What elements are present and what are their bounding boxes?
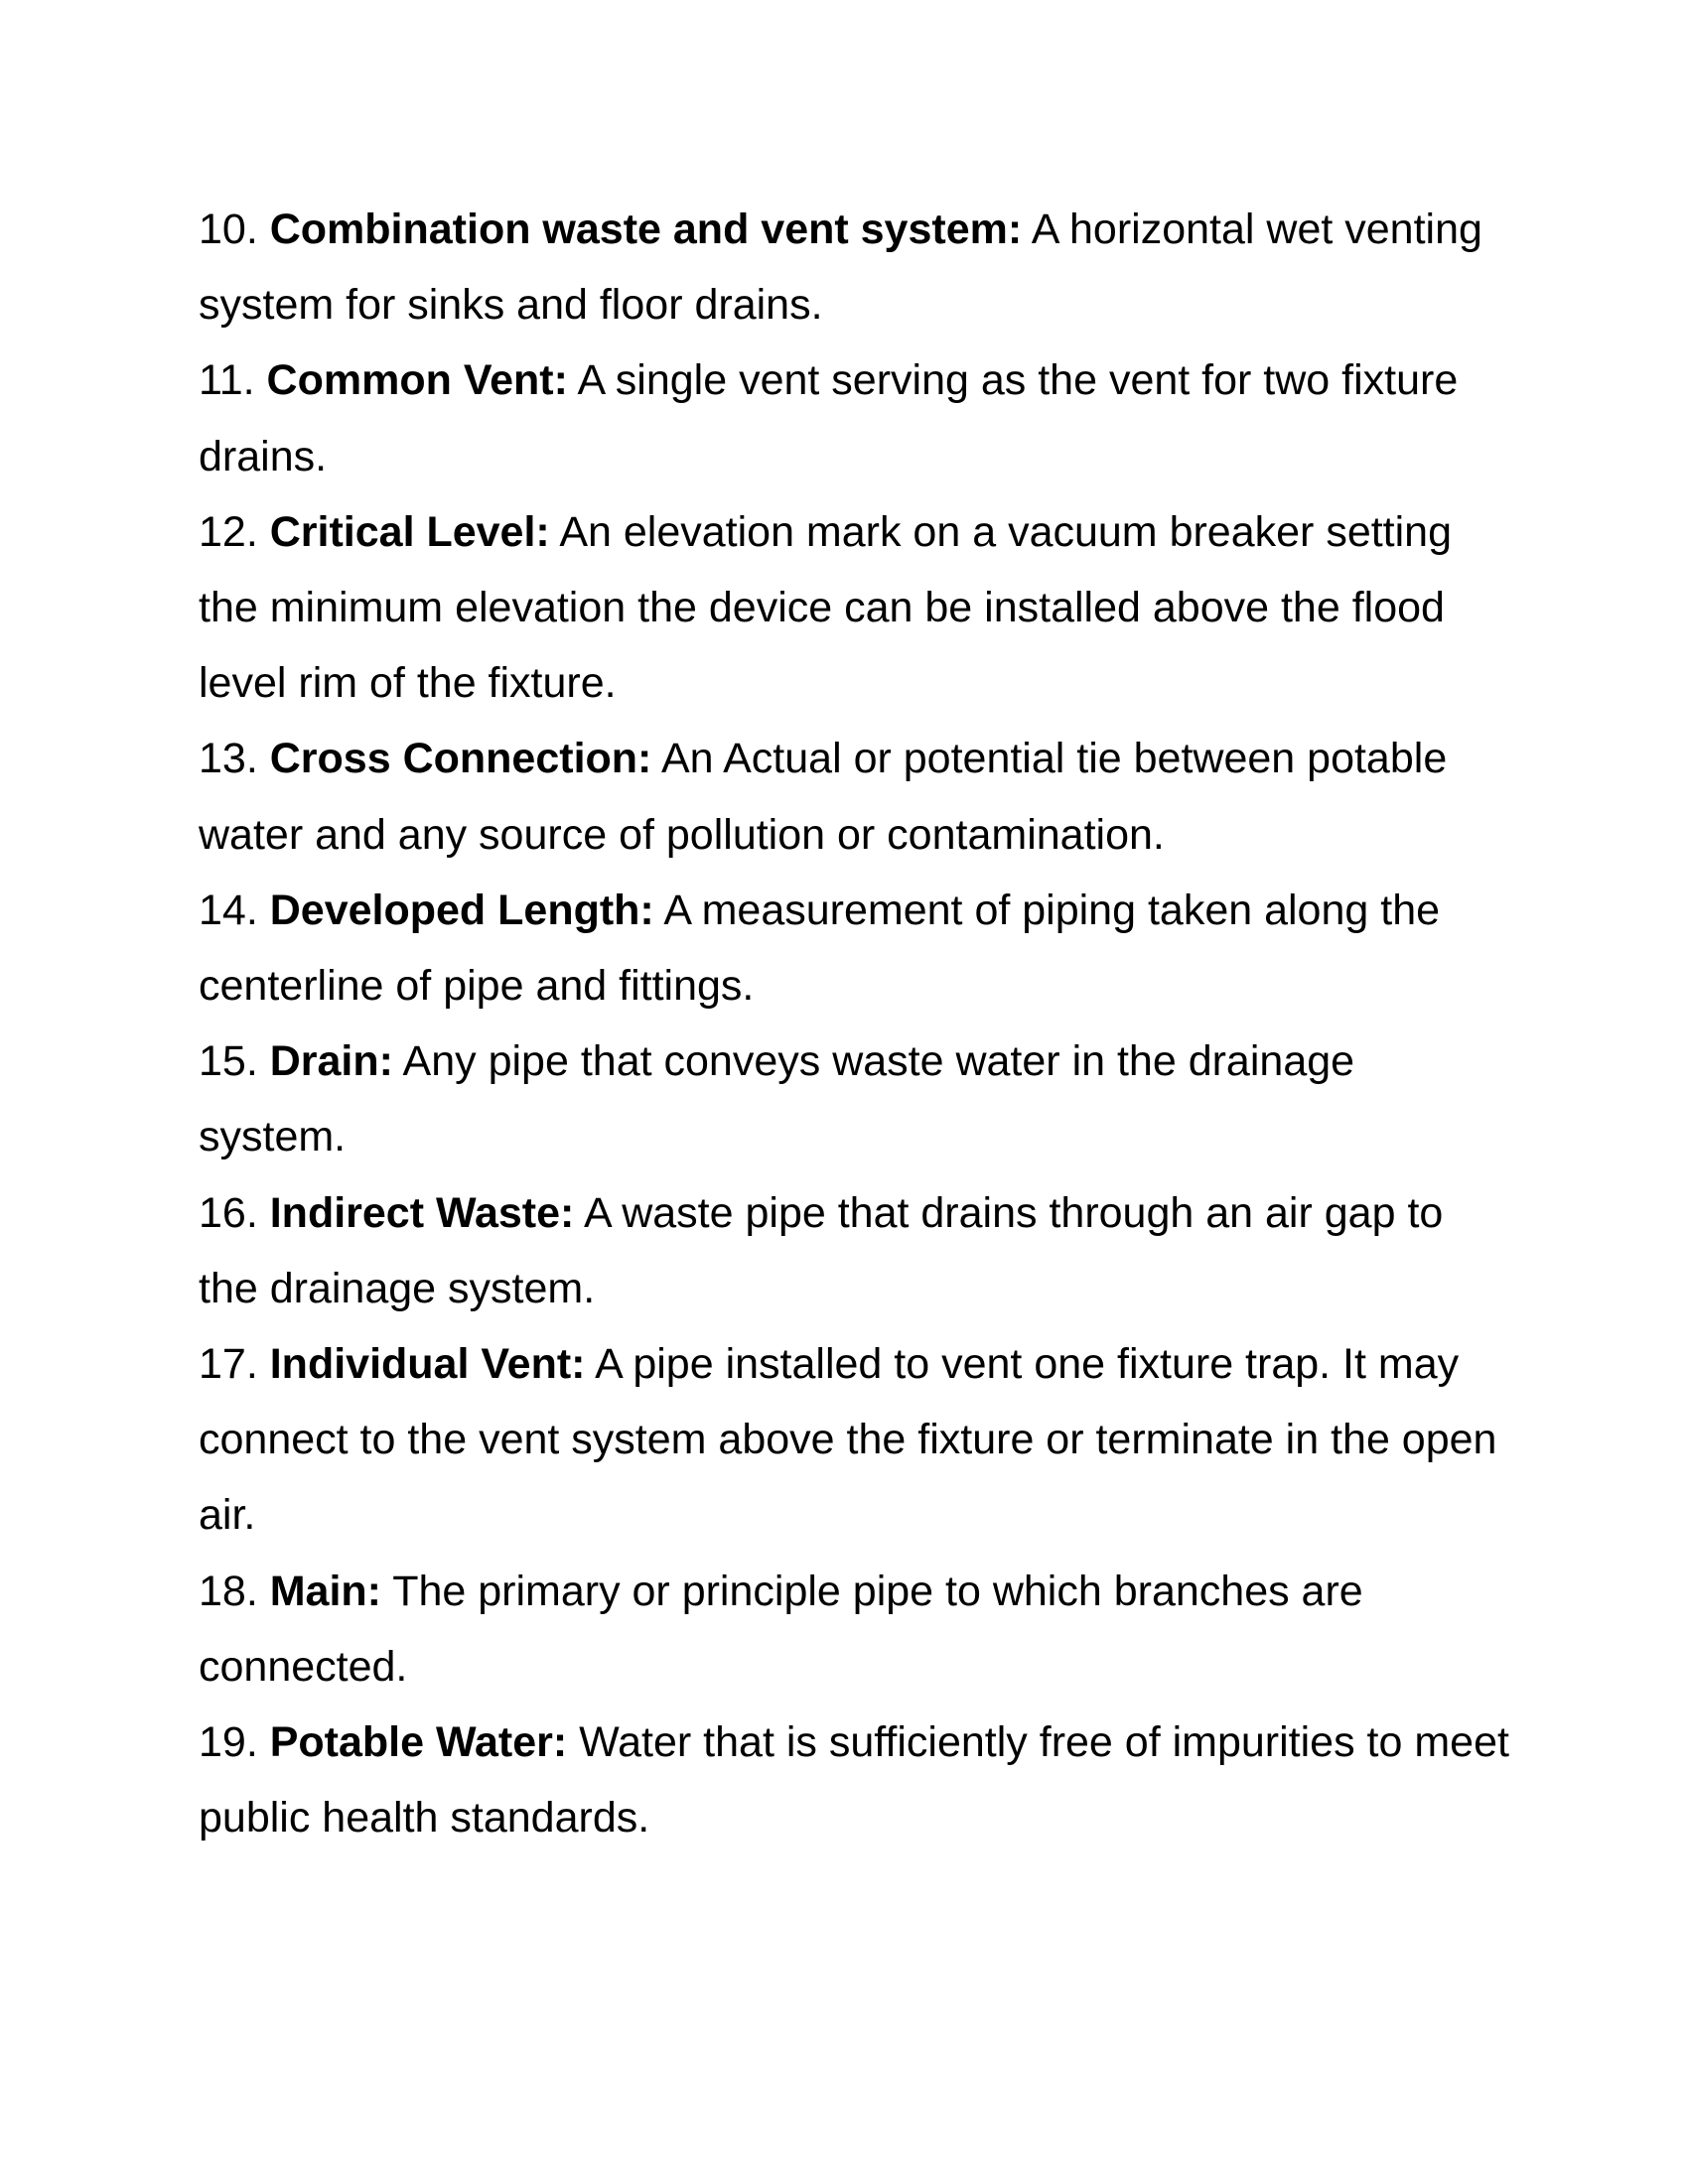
entry-number: 15. xyxy=(199,1037,258,1086)
definition-entry-18 xyxy=(199,1554,1509,1705)
entry-number: 18. xyxy=(199,1567,258,1615)
entry-number: 13. xyxy=(199,735,258,783)
definition-entry-15 xyxy=(199,1024,1509,1174)
entry-definition: An elevation mark on a vacuum breaker setting the minimum elevation the device can be installed above the flood level rim of the fixture. xyxy=(199,507,1453,708)
entry-number: 10. xyxy=(199,205,258,253)
entry-definition: The primary or principle pipe to which branches are connected. xyxy=(199,1567,1363,1691)
definition-entry-19 xyxy=(199,1705,1509,1855)
entry-term: Indirect Waste: xyxy=(269,1188,575,1237)
entry-definition: An Actual or potential tie between potable water and any source of pollution or contamination. xyxy=(199,735,1448,859)
entry-definition: A measurement of piping taken along the centerline of pipe and fittings. xyxy=(199,886,1441,1011)
document-page xyxy=(199,192,1509,1855)
entry-term: Cross Connection: xyxy=(269,735,652,783)
entry-term: Developed Length: xyxy=(269,886,654,934)
definition-entry-14 xyxy=(199,873,1509,1024)
entry-term: Combination waste and vent system: xyxy=(269,205,1023,253)
entry-number: 12. xyxy=(199,507,258,556)
entry-definition: A horizontal wet venting system for sinks and floor drains. xyxy=(199,205,1482,330)
definition-entry-11 xyxy=(199,342,1509,493)
entry-number: 19. xyxy=(199,1718,258,1767)
entry-definition: A pipe installed to vent one fixture trap. It may connect to the vent system above the fixture or terminate in the open air. xyxy=(199,1340,1497,1540)
entry-definition: Water that is sufficiently free of impurities to meet public health standards. xyxy=(199,1718,1509,1843)
entry-number: 14. xyxy=(199,886,258,934)
definition-entry-13 xyxy=(199,721,1509,872)
entry-number: 11. xyxy=(199,356,255,405)
entry-definition: A single vent serving as the vent for two fixture drains. xyxy=(199,356,1459,480)
entry-definition: Any pipe that conveys waste water in the drainage system. xyxy=(199,1037,1355,1161)
entry-term: Individual Vent: xyxy=(269,1340,586,1389)
entry-number: 16. xyxy=(199,1188,258,1237)
entry-definition: A waste pipe that drains through an air gap to the drainage system. xyxy=(199,1188,1444,1312)
entry-term: Drain: xyxy=(269,1037,393,1086)
definition-entry-17 xyxy=(199,1326,1509,1554)
entry-number: 17. xyxy=(199,1340,258,1389)
entry-term: Critical Level: xyxy=(269,507,550,556)
definition-entry-12 xyxy=(199,494,1509,722)
definition-entry-16 xyxy=(199,1175,1509,1326)
entry-term: Main: xyxy=(269,1567,382,1615)
entry-term: Potable Water: xyxy=(269,1718,568,1767)
entry-term: Common Vent: xyxy=(266,356,568,405)
definition-entry-10 xyxy=(199,192,1509,342)
